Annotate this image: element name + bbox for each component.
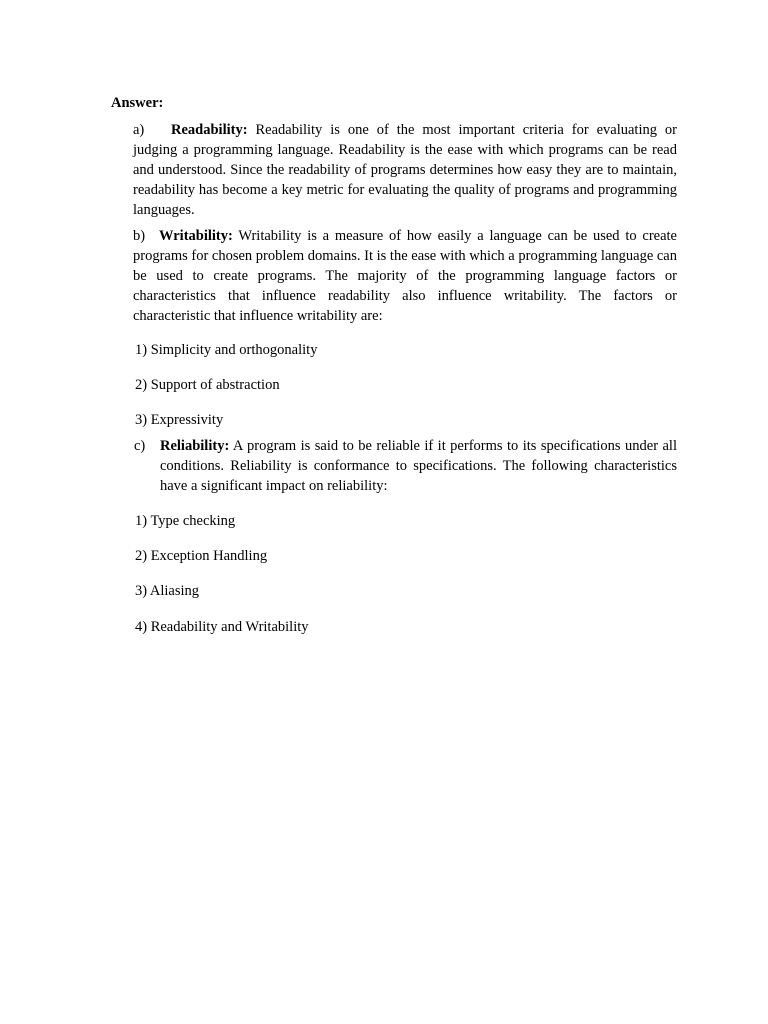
definition-reliability: A program is said to be reliable if it performs to its specifications under all conditions. Reliability is conformance to specifications. The following characteristics have a significant impact on reliability: <box>160 438 677 494</box>
list-item: 2) Exception Handling <box>135 548 268 564</box>
paragraph-reliability <box>160 436 677 496</box>
list-item: 4) Readability and Writability <box>135 619 309 635</box>
item-marker-a: a) <box>133 122 145 138</box>
list-item: 3) Expressivity <box>135 412 224 428</box>
paragraph-readability <box>133 120 677 220</box>
list-item: 1) Simplicity and orthogonality <box>135 342 318 358</box>
term-writability: Writability: <box>159 228 233 244</box>
definition-writability: Writability is a measure of how easily a language can be used to create programs for chosen problem domains. It is the ease with which a programming language can be used to create programs. The majority of the programming language factors or characteristics that influence readability also influence writability. The factors or characteristic that influence writability are: <box>133 228 677 324</box>
term-readability: Readability: <box>171 122 248 138</box>
term-reliability: Reliability: <box>160 438 230 454</box>
item-marker-b: b) <box>133 228 146 244</box>
list-item: 1) Type checking <box>135 513 236 529</box>
item-marker-c: c) <box>134 438 146 454</box>
answer-heading: Answer: <box>111 95 164 111</box>
list-item: 3) Aliasing <box>135 583 200 599</box>
paragraph-writability <box>133 226 677 326</box>
definition-readability: Readability is one of the most important criteria for evaluating or judging a programming language. Readability is the ease with which programs can be read and understood. Since the readability of programs determines how easy they are to maintain, readability has become a key metric for evaluating the quality of programs and programming languages. <box>133 122 677 218</box>
list-item: 2) Support of abstraction <box>135 377 280 393</box>
